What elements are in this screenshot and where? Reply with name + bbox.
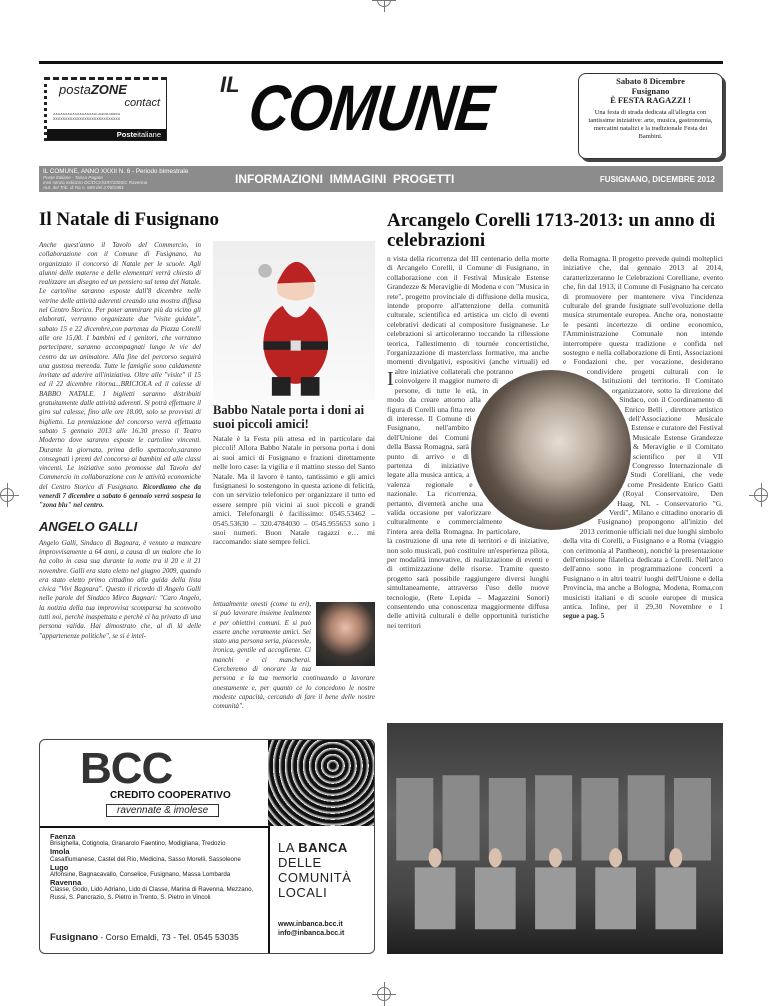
stamp-code: XXXXXXXXXXXXXXXXXXXXXXXXXXXX	[53, 118, 121, 122]
slogan-part: DELLE	[278, 855, 322, 870]
postazone-stamp	[44, 77, 167, 141]
event-place: Fusignano	[631, 85, 670, 96]
branch-list	[50, 832, 262, 901]
masthead-band	[39, 166, 723, 192]
header-rule	[39, 61, 723, 64]
bcc-region: ravennate & imolese	[106, 804, 219, 817]
corelli-col1	[387, 254, 549, 630]
continued-link[interactable]: segue a pag. 5	[563, 612, 605, 621]
galli-headline: ANGELO GALLI	[39, 518, 138, 534]
newspaper-logo	[220, 70, 542, 144]
slogan-part: LOCALI	[278, 885, 328, 900]
corelli-col2	[563, 254, 723, 622]
galli-text-col1: Angelo Galli, Sindaco di Bagnara, è venuto a mancare improvvisamente a 64 anni, a causa di un malore che lo ha colto in casa sua durante la notte tra il 20 e il 21 novembre. Galli era stato eletto nel giugno 2009, quando era stato eletto primo cittadino alla guida della lista civica "Vivi Bagnara". Questo il ricordo di Angelo Galli nelle parole del Sindaco Mirco Bagnari: "Caro Angelo, la notizia della tua improvvisa scomparsa ha sconvolto tutti noi, perchè inaspettata e perchè ci ha privato di una persona valida. Hai dimostrato che, al di là delle "appartenenze politiche", se si è intel-	[39, 538, 201, 640]
branch-city: Imola	[50, 847, 70, 857]
event-box	[578, 73, 723, 159]
stamp-brand-bold: ZONE	[90, 82, 127, 97]
postal-info: Aut. del Trib. di Ra n. 689 del 27/8/1981	[43, 185, 124, 191]
poste-label: Poste	[116, 130, 138, 139]
babbo-body: Natale è la Festa più attesa ed in particolare dai piccoli! Allora Babbo Natale in persona porta i doni ai suoi amici di Fusignano e frazioni direttamente nelle loro case: la vigilia e il mattino stesso del Santo Natale. Ma il lavoro è tanto, tantissimo e gli amici fusignanesi lo sostengono in questa azione di felicità, con un servizio telefonico per organizzare il tutto ed essere sempre più vicini ai suoi piccoli e grandi amici. Telefonargli è facilissimo: 0545.53462 – 0545.53630 – 320.4784030 – 0545.955653 sono i suoi numeri. Buon Natale ragazzi e… mi raccomando: siate sempre felici.	[213, 434, 375, 547]
natale-notice: Ricordiamo che da venerdì 7 dicembre a sabato 6 gennaio verrà sospesa la "zona blu" nel centro.	[39, 482, 201, 510]
decorative-pattern	[268, 740, 375, 826]
postal-info: Invii senza indirizzo DC/DCI/3397/2003/C Ravenna	[43, 180, 148, 186]
natale-text: Anche quest'anno il Tavolo del Commercio, in collaborazione con il Comune di Fusignano, ha organizzato il concorso di Natale per le scuole. Agli alunni delle materne e delle elementari verrà chiesto di realizzare un disegno ed un pensiero sul tema del Natale. Le cartoline saranno esposte dall'8 dicembre nelle vetrine delle attività aderenti creando una mostra diffusa nel Centro Storico. Per poter ammirare più da vicino gli elaborati, verranno organizzate due "visite guidate", sabato 15 e 22 dicembre,con partenza da Piazza Corelli alle ore 15,00. I bambini ed i genitori, che vorranno partecipare, saranno accompagnati lungo le vie del centro da un animatore. Alla fine del percorso seguirà una gustosa merenda. Tutte le famiglie sono caldamente invitate ad aderire all'iniziativa. Oltre alle "visite" il 15 ed il 22 dicembre ritorna...BRICIOLA ed il calesse di BABBO NATALE. I biglietti saranno distribuiti gratuitamente dalle attività aderenti. Si potrà effettuare il giro sul calesse, fino alle ore 18.00, solo se provvisti di biglietto. La premiazione del concorso verrà effettuata sabato 5 gennaio 2013 alle 16.30 presso il Teatro Moderno dove saranno esposte le cartoline vincenti. Durante la giornata, prima dello spettacolo,saranno consegnati i premi del concorso ai bambini ed alle classi vincenti. Le iniziative sono promosse dal Tavolo del Commercio in collaborazione con le attività economiche del Centro Storico di Fusignano.	[39, 241, 201, 491]
crop-mark	[0, 488, 14, 502]
postal-info: Poste Italiane - Tassa Pagata	[43, 175, 103, 180]
branch-city: Ravenna	[50, 878, 82, 888]
event-description: Una festa di strada dedicata all'allegria con tantissime iniziative: arte, musica, gastronomia, mercatini natalizi e la tradizionale Festa dei Bambini.	[588, 108, 713, 140]
corelli-text: n vista della ricorrenza del III centenario della morte di Arcangelo Corelli, il Comune di Fusignano, in collaborazione con il Festival Musicale Estense Grandezze & Meraviglie di Modena e con "Musica in rete", progetto provinciale di diffusione della musica, intende proporre all'attenzione della comunità culturale, scientifica ed artistica un ciclo di eventi celebrativi dedicati al compositore fusignanese. Le celebrazioni si articoleranno toccando la riflessione teorica, l'allestimento di tournée concertistiche, l'organizzazione di masterclass formative, ma anche momenti divulgativi, espositivi (anche virtuali) ed altre iniziative collaterali che potranno coinvolgere il maggior numero di persone, di tutte le età, in modo da creare attorno alla figura di Corelli una fitta rete di interesse. Il Comune di Fusignano, nell'ambito dell'Unione dei Comuni della Bassa Romagna, sarà punto di arrivo e di partenza di iniziative legate alla musica antica, a valenza regionale e nazionale. La ricorrenza, pertanto, diventerà anche una valida occasione per valorizzare culturalmente e commercialmente l'intera area della Romagna. In particolare, la costruzione di una rete di territori e di iniziative, non solo musicali, può costituire un'esperienza pilota, per modalità innovative, di realizzazione di eventi e di ottimizzazione delle risorse. Tramite questo progetto sarà possibile raggiungere diversi luoghi simultaneamente, attraverso l'uso delle nuove tecnologie, (Rete Lepida – Magazzini Sonori) consentendo una conoscenza maggiormente diffusa delle attività culturali e delle opportunità turistiche nei territori	[387, 254, 549, 630]
event-title: È FESTA RAGAZZI !	[610, 95, 691, 105]
babbo-headline: Babbo Natale porta i doni ai suoi piccoli amici!	[213, 403, 365, 431]
branch-name: Fusignano	[50, 932, 99, 943]
branch-towns: Casalfiumanese, Castel del Rio, Medicina, Sasso Morelli, Sassoleone	[50, 855, 241, 863]
slogan-part: LA	[278, 840, 299, 855]
branch-city: Faenza	[50, 832, 76, 841]
corelli-headline: Arcangelo Corelli 1713-2013: un anno di celebrazioni	[387, 210, 716, 251]
branch-towns: Alfonsine, Bagnacavallo, Conselice, Fusignano, Massa Lombarda	[50, 871, 231, 879]
stamp-code: XXXXXXXXXXXXXXXXXXCA30036664	[53, 113, 121, 117]
crop-mark	[377, 0, 391, 7]
bcc-email-link[interactable]: info@inbanca.bcc.it	[278, 930, 345, 937]
bcc-advertisement	[39, 739, 375, 954]
natale-headline: Il Natale di Fusignano	[39, 209, 220, 230]
stamp-brand: posta	[59, 82, 91, 97]
bcc-slogan	[278, 840, 351, 900]
bcc-logo: BCC	[80, 744, 173, 793]
tagline: INFORMAZIONI IMMAGINI PROGETTI	[235, 172, 455, 186]
corelli-text: della Romagna. Il progetto prevede quindi molteplici iniziative che, dal gennaio 2013 al 2014, caratterizzeranno le Celebrazioni Corelliane, evento che, fin dal 1913, il Comune di Fusignano ha cercato di promuovere per mantenere viva l'incidenza culturale del grande fusignate sull'evoluzione della musica strumentale europea. Anche ora, nonostante le pesanti incertezze di ordine economico, l'Amministrazione Comunale non intende interrompere questa tradizione e confida nel sostegno e nella collaborazione di Enti, Associazioni e Fondazioni che, per vocazione, desiderano condividere progetti culturali con le Istituzioni del territorio. Il Comitato organizzatore, sotto la direzione del Sindaco, con il Coordinamento di Enrico Belli , direttore artistico dell'Associazione Musicale Estense e curatore del Festival Musicale Estense Grandezze & Meraviglie e il Comitato scientifico per il VII Congresso Internazionale di Studi Corelliani, che vede come Presidente Enrico Gatti (Royal Conservatoire, Den Haag, NL - Conservatorio "G. Verdi", Milano e cittadino onorario di Fusignano) propongono all'inizio del 2013 cerimonie ufficiali nei due luoghi simbolo della vita di Corelli, a Fusignano e a Roma (viaggio con cerimonia al Pantheon), nonché la presentazione dell'emissione filatelica dedicata a Corelli. Nell'arco dell'anno sono in programmazione concerti a Fusignano o in altri teatri/ luoghi dell'Unione e della Provincia, ma anche a Bologna, Modena, Roma,con musicisti italiani e di scuole europee di musica antica. Infine, per il 29,30 Novembre e 1	[563, 254, 723, 612]
stamp-contact: contact	[124, 97, 160, 109]
branch-city: Lugo	[50, 862, 69, 872]
galli-text: lettualmente onesti (come tu eri), si può lavorare insieme lealmente e per obiettivi comuni. E si può essere anche veramente amici. Sei stato una persona seria, piacevole, ironica, gentile ed accogliente. Ci manchi e ci mancherai. Cercheremo di onorare la tua persona e la tua memoria continuando a lavorare onestamente e, per quanto ce lo concedono le nostre modeste capacità, cercando di fare il bene delle nostre comunità".	[213, 600, 375, 711]
poste-label: italiane	[137, 130, 161, 139]
crop-mark	[754, 488, 768, 502]
logo-comune: COMUNE	[245, 71, 497, 144]
bcc-website-link[interactable]: www.inbanca.bcc.it	[278, 921, 343, 928]
natale-body	[39, 241, 201, 511]
logo-il: IL	[220, 72, 240, 97]
dateline: FUSIGNANO, DICEMBRE 2012	[599, 175, 715, 184]
galli-text-col2	[213, 600, 375, 712]
drop-cap: I	[387, 368, 394, 390]
left-column	[39, 241, 201, 641]
issue-info: IL COMUNE, ANNO XXXII N. 6 - Periodo bimestrale	[43, 168, 189, 175]
santa-claus-image	[213, 241, 375, 400]
babbo-article	[213, 404, 375, 547]
basketball-team-photo	[387, 723, 723, 954]
slogan-part: BANCA	[298, 840, 348, 855]
galli-photo	[316, 602, 375, 666]
branch-address: - Corso Emaldi, 73 - Tel. 0545 53035	[98, 932, 239, 942]
branch-towns: Classe, Godo, Lido Adriano, Lido di Classe, Marina di Ravenna, Mezzano, Russi, S. Pancrazio, S. Pietro in Trento, S. Pietro in Vincoli	[50, 886, 254, 901]
branch-towns: Brisighella, Cotignola, Granarolo Faentino, Modigliana, Tredozio	[50, 840, 226, 848]
slogan-part: COMUNITÀ	[278, 870, 352, 885]
bcc-subtitle: CREDITO COOPERATIVO	[110, 790, 231, 801]
event-date: Sabato 8 Dicembre	[616, 76, 685, 86]
crop-mark	[377, 987, 391, 1001]
